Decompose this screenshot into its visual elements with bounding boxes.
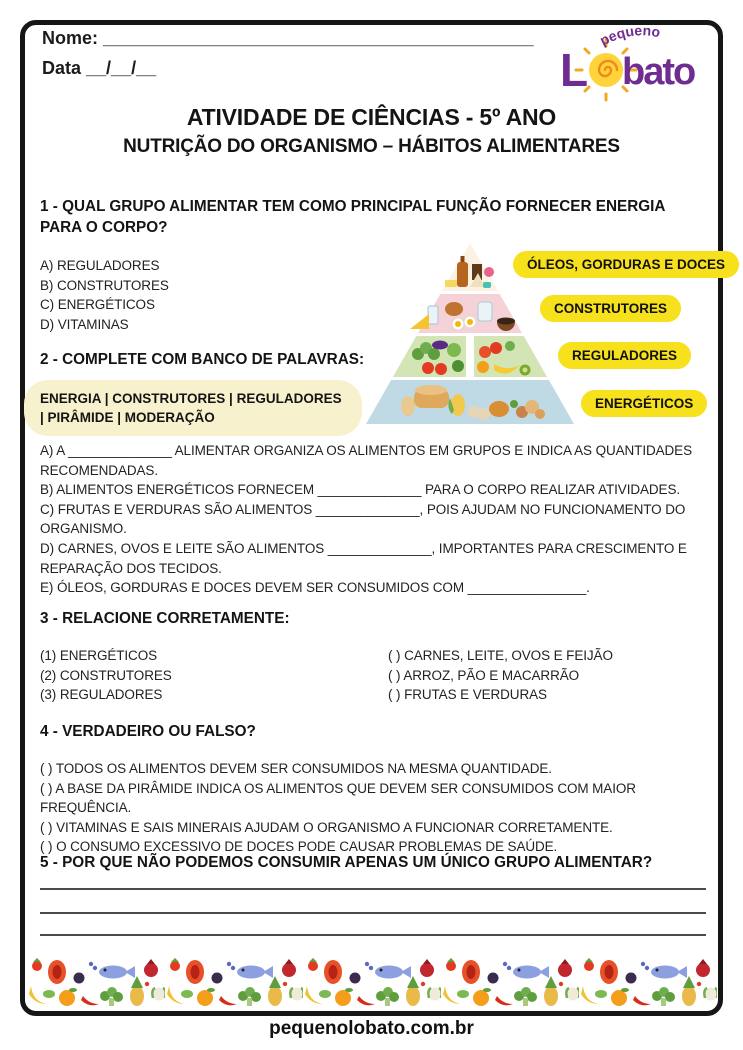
question-2-items [40,441,710,598]
question-4-items [40,759,720,857]
date-blank-line: __/__/__ [86,58,157,78]
q3-left-1: (1) ENERGÉTICOS [40,648,158,663]
footer-website: pequenolobato.com.br [269,1018,474,1039]
q4-item-1: ( ) TODOS OS ALIMENTOS DEVEM SER CONSUMIDOS NA MESMA QUANTIDADE. [40,761,552,776]
question-4-heading: 4 - VERDADEIRO OU FALSO? [40,723,256,740]
q4-item-2: ( ) A BASE DA PIRÂMIDE INDICA OS ALIMENTOS QUE DEVEM SER CONSUMIDOS COM MAIOR FREQUÊNCIA. [40,780,636,816]
q3-right-1: ( ) CARNES, LEITE, OVOS E FEIJÃO [388,648,613,663]
q1-option-b: B) CONSTRUTORES [40,277,169,293]
logo-top-word: pequeno [597,22,662,49]
logo-letter-l: L [560,44,589,96]
q2-item-c: C) FRUTAS E VERDURAS SÃO ALIMENTOS ______________, POIS AJUDAM NO FUNCIONAMENTO DO ORGANISMO. [40,501,686,537]
q2-item-d: D) CARNES, OVOS E LEITE SÃO ALIMENTOS ______________, IMPORTANTES PARA CRESCIMENTO E REPARAÇÃO DOS TECIDOS. [40,540,687,576]
q2-item-b: B) ALIMENTOS ENERGÉTICOS FORNECEM ______________ PARA O CORPO REALIZAR ATIVIDADES. [40,482,681,498]
q1-option-d: D) VITAMINAS [40,316,129,332]
date-row [42,58,156,79]
svg-text:pequeno [597,22,661,48]
q1-option-a: A) REGULADORES [40,258,160,273]
logo-word-bato: bato [622,51,695,93]
food-border-icon [27,956,717,1012]
question-3-matching [40,646,700,705]
q2-item-e: E) ÓLEOS, GORDURAS E DOCES DEVEM SER CONSUMIDOS COM ________________. [40,580,590,596]
q4-item-4: ( ) O CONSUMO EXCESSIVO DE DOCES PODE CAUSAR PROBLEMAS DE SAÚDE. [40,839,558,855]
q4-item-3: ( ) VITAMINAS E SAIS MINERAIS AJUDAM O ORGANISMO A FUNCIONAR CORRETAMENTE. [40,819,613,835]
pyramid-label-builders: CONSTRUTORES [540,295,681,322]
q1-option-c: C) ENERGÉTICOS [40,297,155,313]
q3-right-3: ( ) FRUTAS E VERDURAS [388,687,547,703]
name-label: Nome: [42,28,99,48]
question-1-heading: 1 - QUAL GRUPO ALIMENTAR TEM COMO PRINCIPAL FUNÇÃO FORNECER ENERGIA PARA O CORPO? [40,198,665,236]
question-3-heading: 3 - RELACIONE CORRETAMENTE: [40,610,290,627]
logo-illustration [556,20,714,106]
q3-right-2: ( ) ARROZ, PÃO E MACARRÃO [388,667,580,683]
answer-line-1 [40,872,706,890]
q3-left-2: (2) CONSTRUTORES [40,667,172,683]
question-2-heading: 2 - COMPLETE COM BANCO DE PALAVRAS: [40,351,365,368]
pyramid-label-regulators: REGULADORES [558,342,691,369]
pyramid-label-oils: ÓLEOS, GORDURAS E DOCES [513,251,739,278]
q3-left-3: (3) REGULADORES [40,687,163,703]
answer-line-2 [40,896,706,914]
question-5-heading: 5 - POR QUE NÃO PODEMOS CONSUMIR APENAS UM ÚNICO GRUPO ALIMENTAR? [40,854,653,871]
question-1-options [40,256,360,334]
word-bank-box: ENERGIA | CONSTRUTORES | REGULADORES | PIRÂMIDE | MODERAÇÃO [24,380,362,436]
q2-item-a: A) A ______________ ALIMENTAR ORGANIZA OS ALIMENTOS EM GRUPOS E INDICA AS QUANTIDADES RECOMENDADAS. [40,443,692,478]
name-blank-line: ___________________________________________ [103,28,534,48]
worksheet-title: ATIVIDADE DE CIÊNCIAS - 5º ANO [186,104,557,130]
food-border-illustration [27,956,717,1012]
answer-line-3 [40,918,706,936]
worksheet-subtitle: NUTRIÇÃO DO ORGANISMO – HÁBITOS ALIMENTARES [123,136,620,157]
pequeno-lobato-logo [556,20,714,106]
pyramid-label-energy: ENERGÉTICOS [581,390,707,417]
date-label: Data [42,58,82,78]
